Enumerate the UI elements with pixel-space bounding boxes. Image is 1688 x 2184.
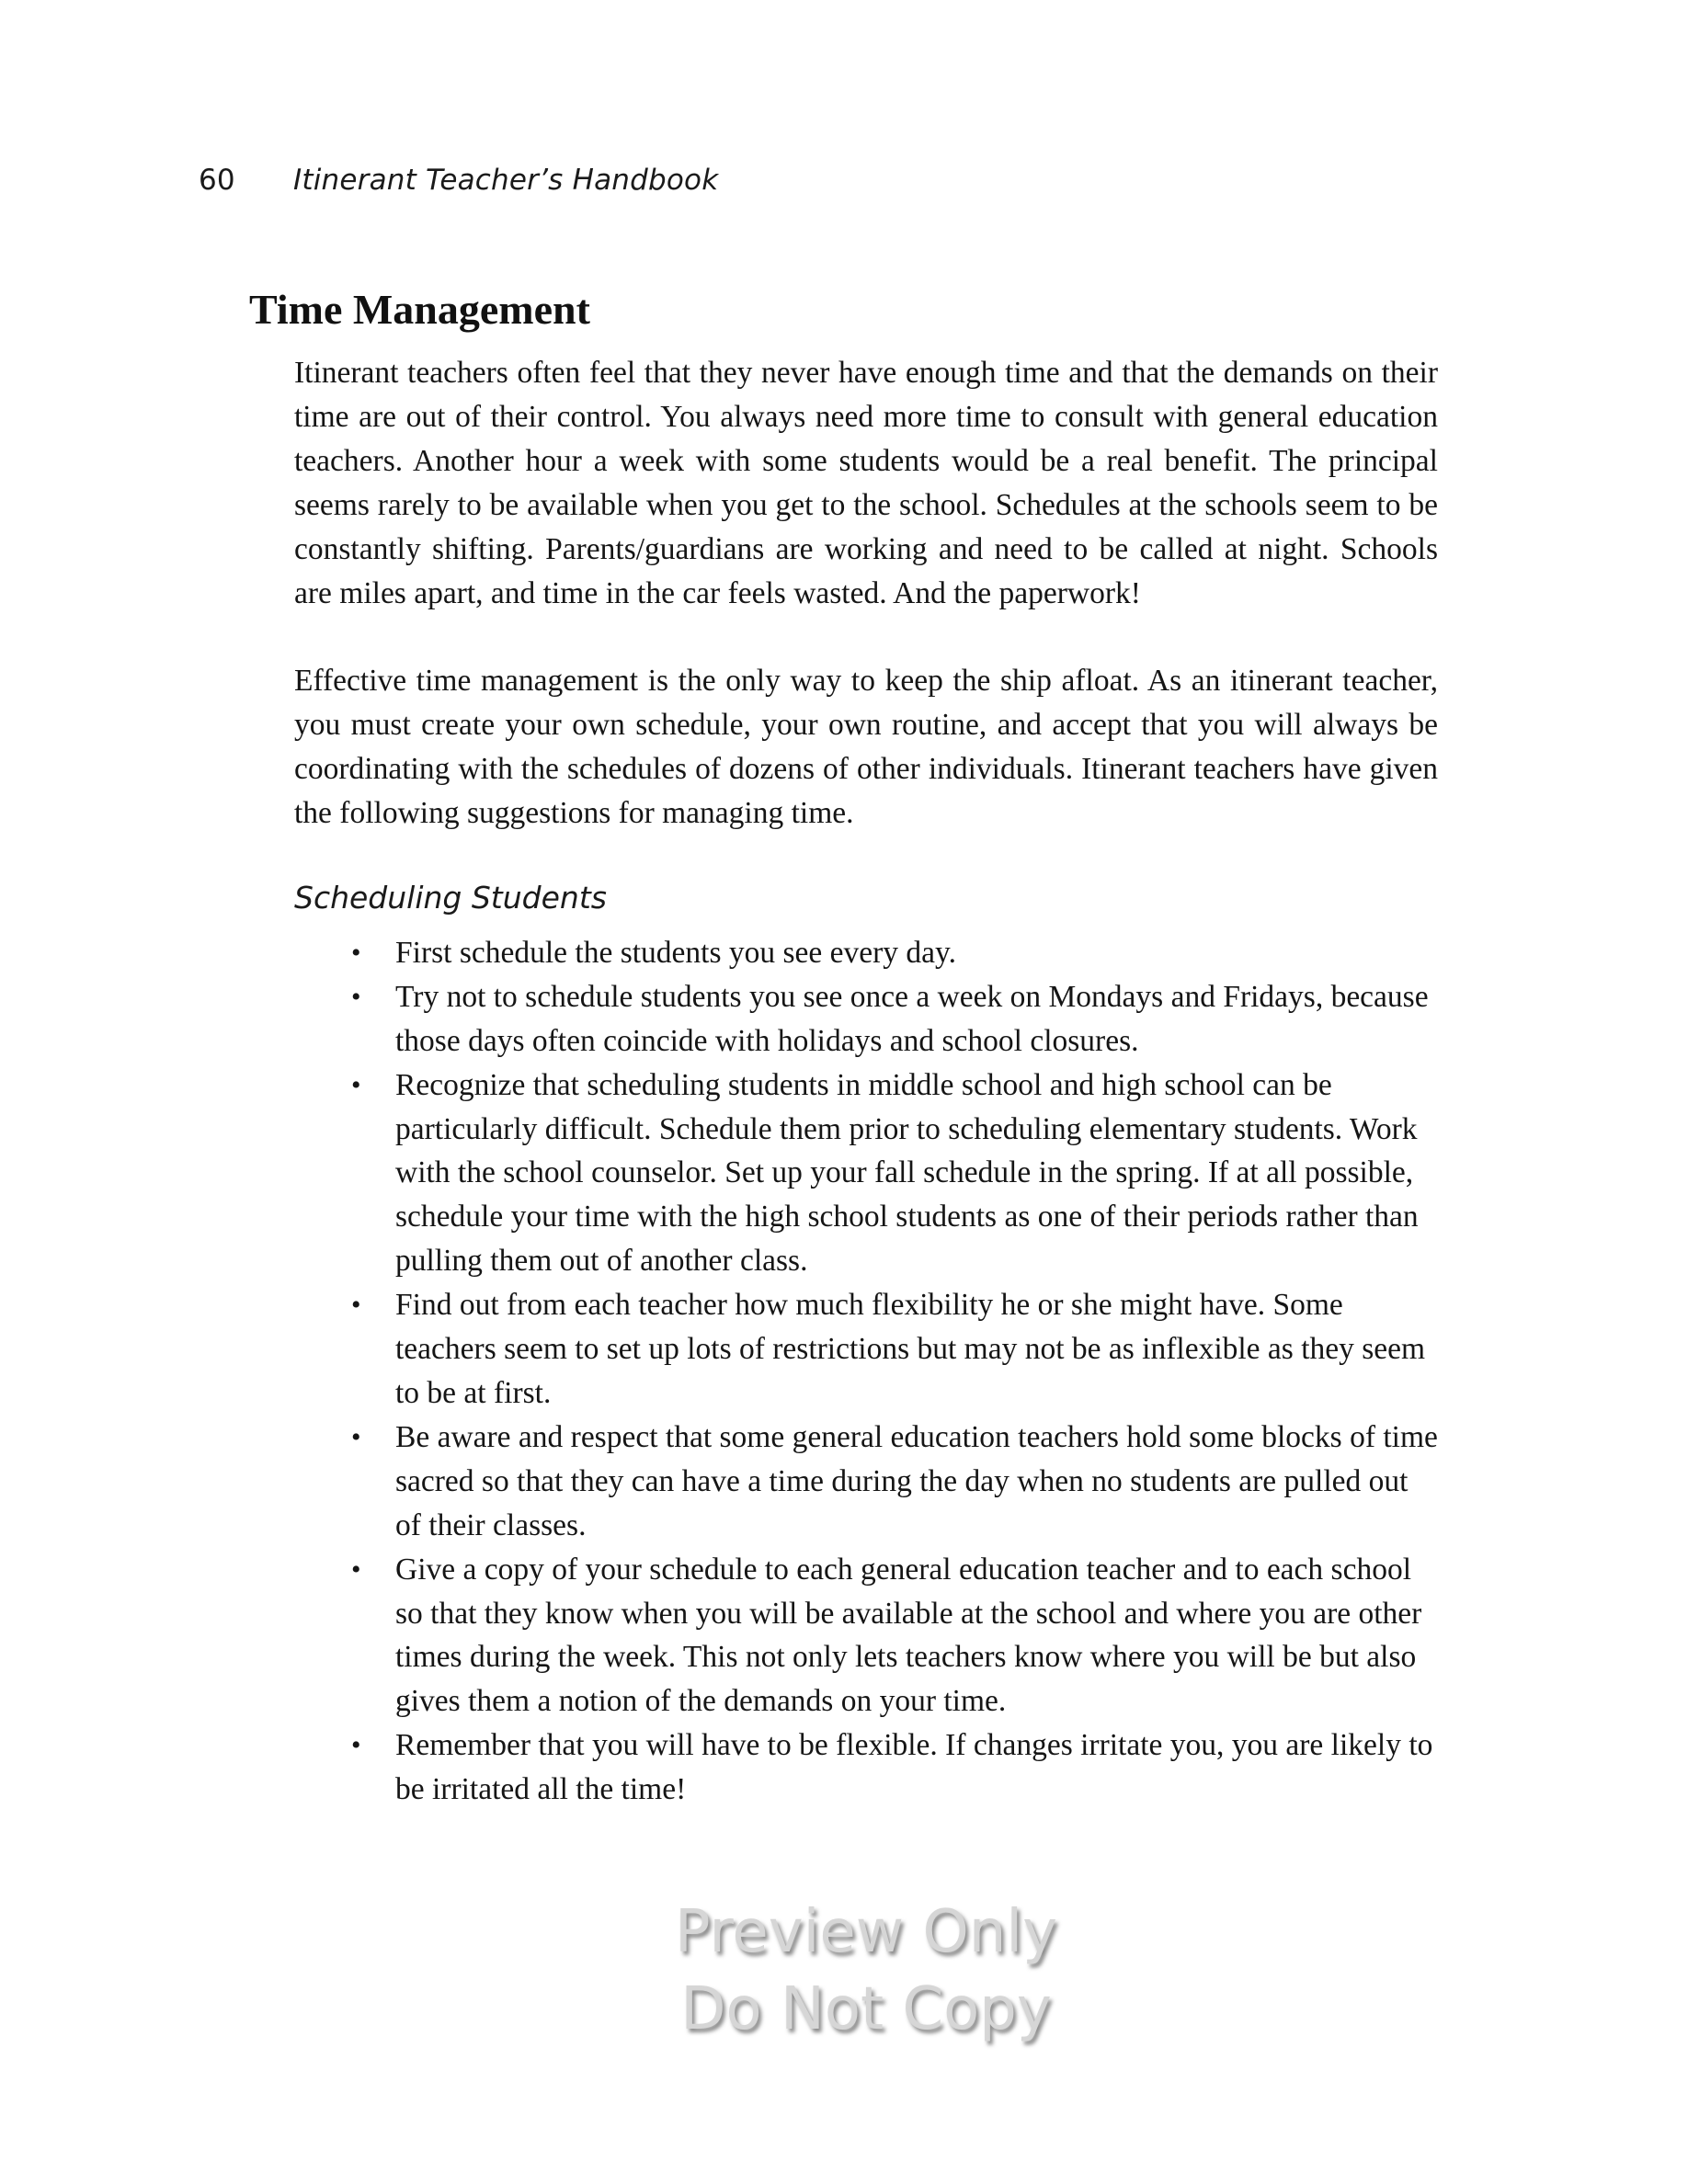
list-item xyxy=(294,931,1438,975)
list-item xyxy=(294,1416,1438,1548)
list-item xyxy=(294,975,1438,1064)
bullet-icon: • xyxy=(351,1553,361,1585)
list-item xyxy=(294,1283,1438,1416)
section-heading: Time Management xyxy=(249,286,590,333)
bullet-icon: • xyxy=(351,937,361,968)
list-item-text: Recognize that scheduling students in middle school and high school can be particularly difficult. Schedule them prior to scheduling elementary students. Work with the school counselor. Set up your fall schedule in the spring. If at all possible, schedule your time with the high school students as one of their periods rather than pulling them out of another class. xyxy=(395,1067,1419,1279)
list-item xyxy=(294,1064,1438,1284)
list-item-text: First schedule the students you see every day. xyxy=(395,935,956,970)
intro-paragraph: Itinerant teachers often feel that they never have enough time and that the demands on their time are out of their control. You always need more time to consult with general education teachers. Another hour a week with some students would be a real benefit. The principal seems rarely to be available when you get to the school. Schedules at the schools seem to be constantly shifting. Parents/guardians are working and need to be called at night. Schools are miles apart, and time in the car feels wasted. And the paperwork! xyxy=(294,356,1438,610)
bullet-icon: • xyxy=(351,1421,361,1452)
watermark-line-preview-only: Preview Only xyxy=(674,1898,1058,1966)
bullet-icon: • xyxy=(351,981,361,1012)
list-item-text: Try not to schedule students you see once a week on Mondays and Fridays, because those days often coincide with holidays and school closures. xyxy=(395,979,1429,1058)
running-header xyxy=(199,164,718,197)
list-item-text: Find out from each teacher how much flexibility he or she might have. Some teachers seem to set up lots of restrictions but may not be as inflexible as they seem to be at first. xyxy=(395,1288,1426,1411)
watermark xyxy=(294,1894,1438,2048)
time-management-paragraph: Effective time management is the only way to keep the ship afloat. As an itinerant teacher, you must create your own schedule, your own routine, and accept that you will always be coordinating with the schedules of dozens of other individuals. Itinerant teachers have given the following suggestions for managing time. xyxy=(294,664,1438,831)
list-item xyxy=(294,1548,1438,1724)
list-item-text: Be aware and respect that some general education teachers hold some blocks of time sacred so that they can have a time during the day when no students are pulled out of their classes. xyxy=(395,1419,1438,1542)
bullet-icon: • xyxy=(351,1069,361,1100)
subsection-heading: Scheduling Students xyxy=(294,879,607,916)
bullet-icon: • xyxy=(351,1290,361,1321)
suggestion-list xyxy=(294,931,1438,1812)
section-body xyxy=(294,351,1438,1812)
list-item-text: Give a copy of your schedule to each general education teacher and to each school so that they know when you will be available at the school and where you are other times during the week. This not only lets teachers know where you will be but also gives them a notion of the demands on your time. xyxy=(395,1552,1422,1719)
list-item xyxy=(294,1723,1438,1812)
bullet-icon: • xyxy=(351,1730,361,1761)
list-item-text: Remember that you will have to be flexible. If changes irritate you, you are likely to be irritated all the time! xyxy=(395,1728,1433,1807)
page-number: 60 xyxy=(199,164,235,197)
watermark-line-do-not-copy: Do Not Copy xyxy=(680,1975,1052,2043)
book-title: Itinerant Teacher’s Handbook xyxy=(293,164,719,197)
